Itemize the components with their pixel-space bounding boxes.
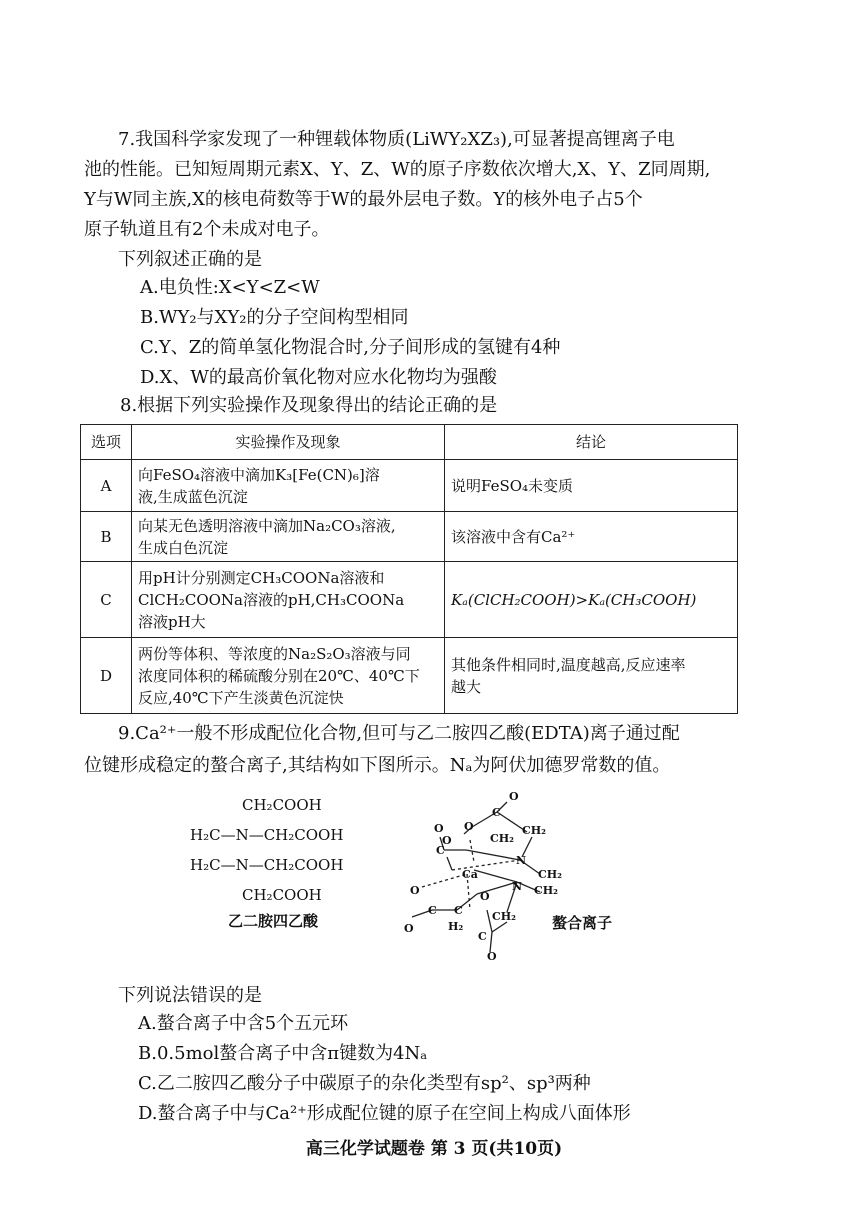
row-operation-line: 反应,40℃下产生淡黄色沉淀快 xyxy=(138,688,344,707)
row-operation-line: 两份等体积、等浓度的Na₂S₂O₃溶液与同 xyxy=(138,644,411,663)
edta-line: H₂C—N—CH₂COOH xyxy=(190,826,344,844)
q9-stem: 下列说法错误的是 xyxy=(118,985,262,1006)
chelate-structure-diagram xyxy=(392,782,562,972)
chelate-label: H₂ xyxy=(448,920,464,933)
row-conclusion xyxy=(445,512,738,562)
row-conclusion xyxy=(445,460,738,512)
chelate-label: N xyxy=(516,854,527,867)
q7-line-4: 原子轨道且有2个未成对电子。 xyxy=(84,219,330,240)
row-operation-line: 浓度同体积的稀硫酸分别在20℃、40℃下 xyxy=(138,666,420,685)
row-conclusion-line: 该溶液中含有Ca²⁺ xyxy=(451,527,576,546)
q7-option-d: D.X、W的最高价氧化物对应水化物均为强酸 xyxy=(140,367,497,388)
chelate-label: O xyxy=(509,790,519,803)
q7-option-c: C.Y、Z的简单氢化物混合时,分子间形成的氢键有4种 xyxy=(140,337,561,358)
row-operation-line: ClCH₂COONa溶液的pH,CH₃COONa xyxy=(138,590,405,609)
row-operation-line: 用pH计分别测定CH₃COONa溶液和 xyxy=(138,568,385,587)
row-conclusion-line: 越大 xyxy=(451,677,482,696)
row-operation-line: 液,生成蓝色沉淀 xyxy=(138,487,248,506)
q7-line-3: Y与W同主族,X的核电荷数等于W的最外层电子数。Y的核外电子占5个 xyxy=(84,189,643,210)
chelate-label: O xyxy=(434,822,444,835)
chelate-label: O xyxy=(487,950,497,963)
chelate-label: O xyxy=(404,922,414,935)
table-row xyxy=(81,460,738,512)
edta-structure xyxy=(190,790,343,910)
chelate-label: C xyxy=(454,904,463,917)
q9-option-a: A.螯合离子中含5个五元环 xyxy=(138,1013,349,1034)
q7-stem: 下列叙述正确的是 xyxy=(118,249,262,270)
row-operation xyxy=(132,562,445,638)
q7-option-b: B.WY₂与XY₂的分子空间构型相同 xyxy=(140,307,409,328)
row-operation xyxy=(132,460,445,512)
edta-line: CH₂COOH xyxy=(242,886,322,904)
chelate-label: Ca xyxy=(462,868,478,881)
row-key: D xyxy=(81,638,132,714)
header-conclusion: 结论 xyxy=(445,425,738,460)
row-conclusion xyxy=(445,562,738,638)
row-operation xyxy=(132,638,445,714)
row-conclusion-line: Kₐ(ClCH₂COOH)>Kₐ(CH₃COOH) xyxy=(451,590,697,609)
chelate-caption: 螯合离子 xyxy=(552,914,613,932)
row-operation-line: 生成白色沉淀 xyxy=(138,538,229,557)
q9-option-b: B.0.5mol螯合离子中含π键数为4Nₐ xyxy=(138,1043,428,1064)
chelate-label: CH₂ xyxy=(538,868,562,881)
row-operation-line: 向某无色透明溶液中滴加Na₂CO₃溶液, xyxy=(138,516,396,535)
q7-line-2: 池的性能。已知短周期元素X、Y、Z、W的原子序数依次增大,X、Y、Z同周期, xyxy=(84,159,711,180)
header-operation: 实验操作及现象 xyxy=(132,425,445,460)
edta-line: CH₂COOH xyxy=(242,796,322,814)
chelate-label: C xyxy=(478,930,487,943)
chelate-label: CH₂ xyxy=(492,910,516,923)
chelate-label: CH₂ xyxy=(534,884,558,897)
experiment-table xyxy=(80,424,738,714)
chelate-label: C xyxy=(436,844,445,857)
q7-option-a: A.电负性:X<Y<Z<W xyxy=(140,277,320,298)
page-footer: 高三化学试题卷 第 3 页(共10页) xyxy=(305,1139,563,1159)
header-option: 选项 xyxy=(81,425,132,460)
chelate-label: C xyxy=(428,904,437,917)
row-conclusion xyxy=(445,638,738,714)
edta-caption: 乙二胺四乙酸 xyxy=(228,912,319,930)
table-row xyxy=(81,562,738,638)
row-key: A xyxy=(81,460,132,512)
chelate-label: C xyxy=(492,806,501,819)
row-conclusion-line: 其他条件相同时,温度越高,反应速率 xyxy=(451,655,686,674)
edta-line: H₂C—N—CH₂COOH xyxy=(190,856,344,874)
row-conclusion-line: 说明FeSO₄未变质 xyxy=(451,476,574,495)
chelate-label: CH₂ xyxy=(522,824,546,837)
chelate-label: N xyxy=(512,880,523,893)
row-operation-line: 溶液pH大 xyxy=(138,612,206,631)
row-operation-line: 向FeSO₄溶液中滴加K₃[Fe(CN)₆]溶 xyxy=(138,465,380,484)
chelate-label: O xyxy=(464,820,474,833)
table-row xyxy=(81,638,738,714)
chelate-label: O xyxy=(480,890,490,903)
row-operation xyxy=(132,512,445,562)
q9-option-c: C.乙二胺四乙酸分子中碳原子的杂化类型有sp²、sp³两种 xyxy=(138,1073,591,1094)
chelate-label: O xyxy=(410,884,420,897)
row-key: C xyxy=(81,562,132,638)
q9-line-1: 9.Ca²⁺一般不形成配位化合物,但可与乙二胺四乙酸(EDTA)离子通过配 xyxy=(118,723,680,744)
table-row xyxy=(81,512,738,562)
q9-option-d: D.螯合离子中与Ca²⁺形成配位键的原子在空间上构成八面体形 xyxy=(138,1103,631,1124)
chelate-label: O xyxy=(442,834,452,847)
q9-line-2: 位键形成稳定的螯合离子,其结构如下图所示。Nₐ为阿伏加德罗常数的值。 xyxy=(84,755,671,776)
chelate-label: CH₂ xyxy=(490,832,514,845)
table-header-row xyxy=(81,425,738,460)
q7-line-1: 7.我国科学家发现了一种锂载体物质(LiWY₂XZ₃),可显著提高锂离子电 xyxy=(118,129,675,150)
row-key: B xyxy=(81,512,132,562)
q8-stem: 8.根据下列实验操作及现象得出的结论正确的是 xyxy=(120,395,498,416)
